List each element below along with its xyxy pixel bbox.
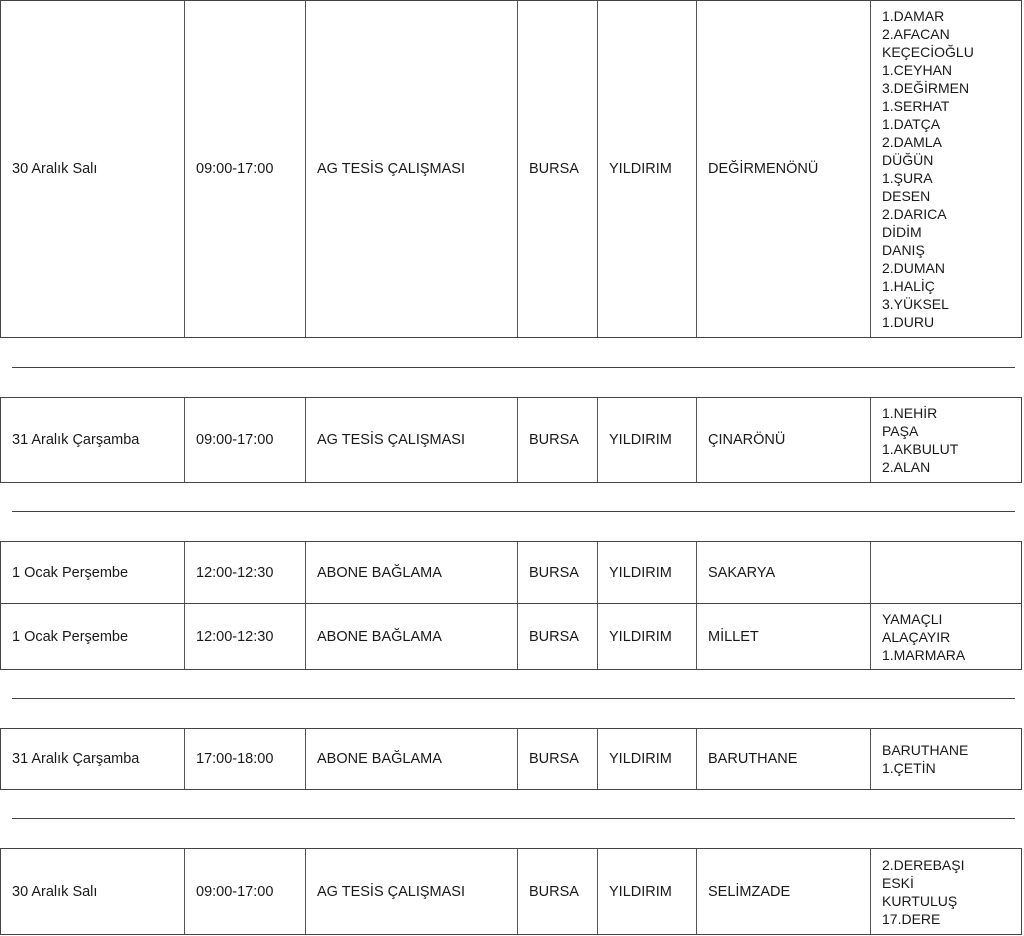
street-item: ESKİ — [882, 874, 914, 891]
time-cell: 12:00-12:30 — [185, 604, 306, 669]
street-item: ALAÇAYIR — [882, 628, 951, 645]
work-type-cell: AG TESİS ÇALIŞMASI — [306, 398, 518, 482]
city-cell: BURSA — [518, 729, 598, 789]
street-item: BARUTHANE — [882, 742, 969, 758]
table-row — [0, 728, 1022, 790]
work-type-cell: AG TESİS ÇALIŞMASI — [306, 1, 518, 337]
streets-cell — [871, 729, 1021, 789]
time-cell: 09:00-17:00 — [185, 1, 306, 337]
row-divider — [12, 511, 1015, 512]
city-cell: BURSA — [518, 542, 598, 603]
street-list — [882, 7, 974, 331]
street-item: KEÇECİOĞLU — [882, 44, 974, 60]
street-item: 1.HALİÇ — [882, 278, 935, 294]
street-item: 3.DEĞİRMEN — [882, 80, 970, 96]
city-cell: BURSA — [518, 849, 598, 934]
date-cell: 1 Ocak Perşembe — [1, 604, 185, 669]
street-item: 1.NEHİR — [882, 405, 938, 421]
street-item: 3.YÜKSEL — [882, 296, 949, 312]
city-cell: BURSA — [518, 1, 598, 337]
streets-cell — [871, 542, 1021, 603]
neighborhood-cell: SAKARYA — [697, 542, 871, 603]
street-item: PAŞA — [882, 423, 919, 439]
city-cell: BURSA — [518, 604, 598, 669]
row-divider — [12, 367, 1015, 368]
street-list — [882, 610, 965, 664]
date-cell: 30 Aralık Salı — [1, 1, 185, 337]
street-list — [882, 404, 958, 476]
district-cell: YILDIRIM — [598, 542, 697, 603]
street-item: DÜĞÜN — [882, 152, 934, 168]
streets-cell — [871, 1, 1021, 337]
neighborhood-cell: SELİMZADE — [697, 849, 871, 934]
time-cell: 17:00-18:00 — [185, 729, 306, 789]
street-item: 1.DAMAR — [882, 8, 945, 24]
street-item: 1.SERHAT — [882, 98, 950, 114]
street-list — [882, 856, 964, 928]
city-cell: BURSA — [518, 398, 598, 482]
date-cell: 1 Ocak Perşembe — [1, 542, 185, 603]
row-divider — [12, 698, 1015, 699]
street-item: 2.DEREBAŞI — [882, 856, 965, 873]
time-cell: 12:00-12:30 — [185, 542, 306, 603]
neighborhood-cell: MİLLET — [697, 604, 871, 669]
street-list — [882, 741, 968, 777]
district-cell: YILDIRIM — [598, 604, 697, 669]
date-cell: 31 Aralık Çarşamba — [1, 398, 185, 482]
neighborhood-cell: BARUTHANE — [697, 729, 871, 789]
street-item: 1.DATÇA — [882, 116, 941, 132]
table-row — [0, 0, 1022, 338]
street-item: 2.DUMAN — [882, 260, 946, 276]
neighborhood-cell: DEĞİRMENÖNÜ — [697, 1, 871, 337]
street-item: 2.ALAN — [882, 459, 931, 475]
table-row — [0, 848, 1022, 935]
table-row — [0, 541, 1022, 604]
date-cell: 31 Aralık Çarşamba — [1, 729, 185, 789]
table-row — [0, 603, 1022, 670]
street-item: 1.MARMARA — [882, 646, 966, 663]
district-cell: YILDIRIM — [598, 729, 697, 789]
district-cell: YILDIRIM — [598, 849, 697, 934]
row-divider — [12, 818, 1015, 819]
work-type-cell: ABONE BAĞLAMA — [306, 604, 518, 669]
street-item: KURTULUŞ — [882, 892, 958, 909]
streets-cell — [871, 849, 1021, 934]
street-item: 2.AFACAN — [882, 26, 950, 42]
street-item: YAMAÇLI — [882, 610, 943, 627]
district-cell: YILDIRIM — [598, 398, 697, 482]
work-type-cell: AG TESİS ÇALIŞMASI — [306, 849, 518, 934]
street-item: 1.AKBULUT — [882, 441, 959, 457]
streets-cell — [871, 604, 1021, 669]
work-type-cell: ABONE BAĞLAMA — [306, 542, 518, 603]
street-item: 2.DAMLA — [882, 134, 942, 150]
street-item: 1.ŞURA — [882, 170, 933, 186]
district-cell: YILDIRIM — [598, 1, 697, 337]
work-type-cell: ABONE BAĞLAMA — [306, 729, 518, 789]
neighborhood-cell: ÇINARÖNÜ — [697, 398, 871, 482]
street-item: DİDİM — [882, 224, 922, 240]
street-item: DESEN — [882, 188, 931, 204]
street-item: 1.DURU — [882, 314, 935, 330]
street-item: 1.CEYHAN — [882, 62, 953, 78]
street-item: 2.DARICA — [882, 206, 947, 222]
table-row — [0, 397, 1022, 483]
streets-cell — [871, 398, 1021, 482]
street-item: DANIŞ — [882, 242, 925, 258]
street-item: 17.DERE — [882, 910, 941, 927]
date-cell: 30 Aralık Salı — [1, 849, 185, 934]
time-cell: 09:00-17:00 — [185, 849, 306, 934]
street-item: 1.ÇETİN — [882, 760, 936, 776]
time-cell: 09:00-17:00 — [185, 398, 306, 482]
